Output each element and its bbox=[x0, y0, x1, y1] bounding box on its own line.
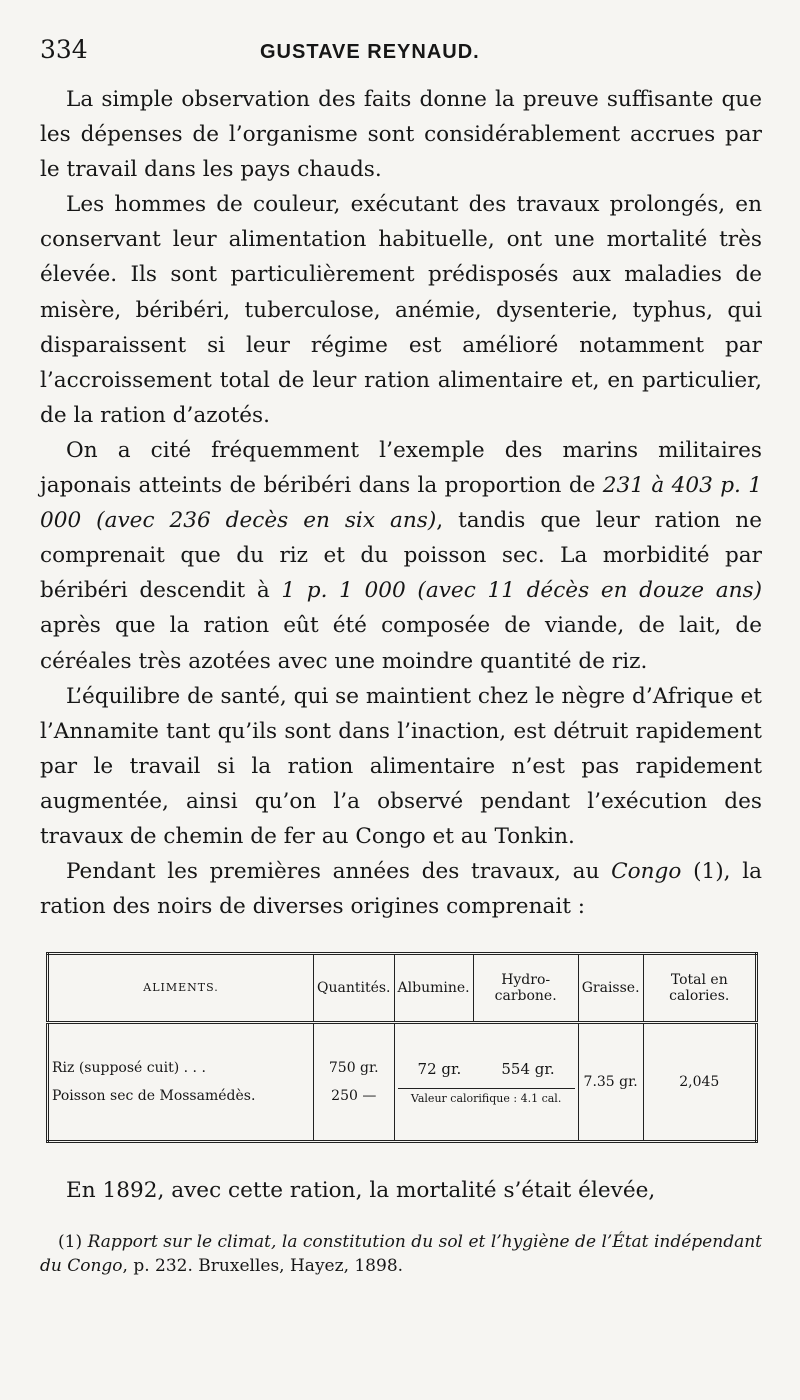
table-header-row bbox=[48, 954, 757, 1023]
qty-poisson: 250 — bbox=[331, 1088, 377, 1105]
albumine-hydrocarbone-cell bbox=[394, 1023, 578, 1142]
header-aliments: ALIMENTS. bbox=[48, 954, 314, 1023]
header-quantites: Quantités. bbox=[314, 954, 395, 1023]
paragraph-3-text-cont: , tandis que leur ration ne comprenait que du riz et du poisson sec. La morbidité par béribéri descendit à bbox=[40, 508, 762, 604]
albumine-value: 72 gr. bbox=[417, 1059, 462, 1078]
paragraph-6: En 1892, avec cette ration, la mortalité s’était élevée, bbox=[66, 1178, 656, 1204]
footnote bbox=[40, 1230, 762, 1278]
paragraph-5-text-end: (1), la ration des noirs de diverses origines comprenait : bbox=[40, 859, 762, 920]
calorie-note: Valeur calorifique : 4.1 cal. bbox=[398, 1088, 575, 1105]
food-cell bbox=[48, 1023, 314, 1142]
food-riz: Riz (supposé cuit) . . . bbox=[52, 1060, 206, 1077]
hydrocarbone-value: 554 gr. bbox=[501, 1059, 555, 1078]
body-text bbox=[40, 82, 762, 924]
paragraph-3-italic-stat: 231 à 403 p. 1 000 (avec 236 decès en six ans) bbox=[40, 473, 762, 534]
quantity-cell bbox=[314, 1023, 395, 1142]
running-head: GUSTAVE REYNAUD. bbox=[260, 41, 480, 63]
header-albumine: Albumine. bbox=[394, 954, 473, 1023]
paragraph-1: La simple observation des faits donne la preuve suffisante que les dépenses de l’organisme sont considérablement accrues par le travail dans les pays chauds. bbox=[40, 87, 762, 183]
table-row bbox=[48, 1023, 757, 1142]
paragraph-5 bbox=[40, 854, 762, 924]
paragraph-4: L’équilibre de santé, qui se maintient chez le nègre d’Afrique et l’Annamite tant qu’ils sont dans l’inaction, est détruit rapidement par le travail si la ration alimentaire n’est pas rapidement augmentée, ainsi qu’on l’a observé pendant l’exécution des travaux de chemin de fer au Congo et au Tonkin. bbox=[40, 683, 762, 849]
footnote-mark: (1) bbox=[58, 1232, 83, 1253]
paragraph-3-text: On a cité fréquemment l’exemple des marins militaires japonais atteints de béribéri dans la proportion de bbox=[40, 437, 762, 499]
paragraph-3 bbox=[40, 433, 762, 679]
paragraph-5-italic-place: Congo bbox=[611, 859, 682, 885]
paragraph-3-text-end: après que la ration eût été composée de viande, de lait, de céréales très azotées avec une moindre quantité de riz. bbox=[40, 613, 762, 674]
header-hydrocarbone: Hydro-carbone. bbox=[473, 954, 578, 1023]
paragraph-3-italic-stat-2: 1 p. 1 000 (avec 11 décès en douze ans) bbox=[281, 578, 763, 604]
ration-table bbox=[46, 952, 758, 1143]
page-number: 334 bbox=[40, 35, 88, 64]
header-graisse: Graisse. bbox=[578, 954, 643, 1023]
paragraph-5-text: Pendant les premières années des travaux, au bbox=[66, 859, 612, 885]
book-page bbox=[40, 30, 762, 1295]
food-poisson: Poisson sec de Mossamédès. bbox=[52, 1088, 256, 1105]
header-total: Total en calories. bbox=[643, 954, 756, 1023]
total-value: 2,045 bbox=[643, 1023, 756, 1142]
page-header bbox=[40, 30, 762, 64]
footnote-title: Rapport sur le climat, la constitution du sol et l’hygiène de l’État indépendant du Congo bbox=[40, 1232, 762, 1277]
paragraph-2: Les hommes de couleur, exécutant des travaux prolongés, en conservant leur alimentation habituelle, ont une mortalité très élevée. Ils sont particulièrement prédisposés aux maladies de misère, béribéri, tuberculose, anémie, dysenterie, typhus, qui disparaissent si leur régime est amélioré notamment par l’accroissement total de leur ration alimentaire et, en particulier, de la ration d’azotés. bbox=[40, 192, 762, 428]
footnote-rest: , p. 232. Bruxelles, Hayez, 1898. bbox=[122, 1256, 404, 1277]
qty-riz: 750 gr. bbox=[328, 1060, 379, 1077]
merged-values bbox=[398, 1060, 575, 1078]
graisse-value: 7.35 gr. bbox=[578, 1023, 643, 1142]
